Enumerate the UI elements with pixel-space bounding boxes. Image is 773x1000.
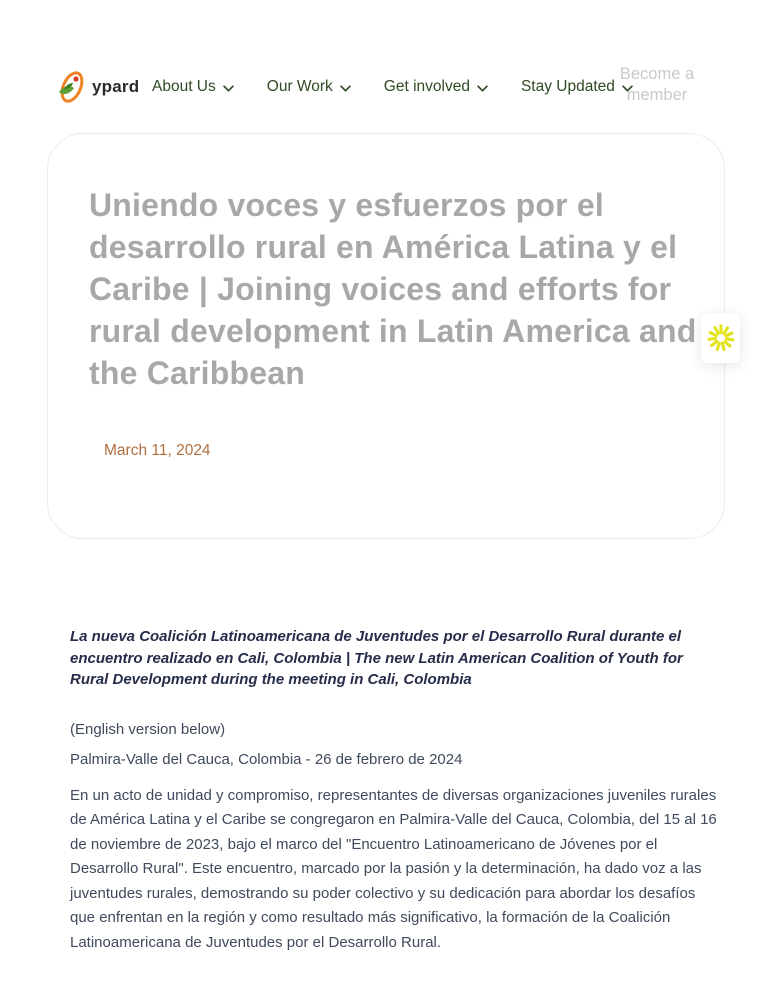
nav-item-about-us[interactable] [152,78,234,96]
english-version-note: (English version below) [70,720,226,738]
ypard-logo[interactable] [56,68,139,106]
chevron-down-icon [340,85,351,92]
become-member-link[interactable]: Become a member [619,65,695,104]
nav-label: Our Work [266,78,333,95]
image-caption: La nueva Coalición Latinoamericana de Juventudes por el Desarrollo Rural durante el encuentro realizado en Cali, Colombia | The new Latin American Coalition of Youth for Rural Development during the meeting in Cali, Colombia [70,628,683,688]
nav-item-get-involved[interactable] [384,78,488,96]
article-body [70,626,720,955]
ypard-logo-icon [56,68,90,106]
main-nav [152,78,633,96]
nav-label: Stay Updated [520,78,615,95]
site-header [0,0,773,133]
lead-paragraph: En un acto de unidad y compromiso, representantes de diversas organizaciones juveniles rurales de América Latina y el Caribe se congregaron en Palmira-Valle del Cauca, Colombia, del 15 al 16 de noviembre de 2023, bajo el marco del "Encuentro Latinoamericano de Jóvenes por el Desarrollo Rural". Este encuentro, marcado por la pasión y la determinación, ha dado voz a las juventudes rurales, demostrando su poder colectivo y su dedicación para abordar los desafíos que enfrentan en la región y como resultado más significativo, la formación de la Coalición Latinoamericana de Juventudes por el Desarrollo Rural. [70,786,717,951]
chevron-down-icon [477,85,488,92]
yellow-spinner-icon [707,324,735,352]
publish-date: March 11, 2024 [104,442,211,459]
widget-badge-button[interactable] [701,313,740,363]
logo-wordmark: ypard [92,77,140,96]
nav-item-our-work[interactable] [267,78,351,96]
dateline: Palmira-Valle del Cauca, Colombia - 26 de febrero de 2024 [70,750,463,768]
chevron-down-icon [223,85,234,92]
hero-article-card [47,133,725,539]
page-title: Uniendo voces y esfuerzos por el desarrollo rural en América Latina y el Caribe | Joining voices and efforts for rural development in Latin America and the Caribbean [89,187,697,391]
nav-label: About Us [152,78,216,95]
nav-label: Get involved [383,78,470,95]
